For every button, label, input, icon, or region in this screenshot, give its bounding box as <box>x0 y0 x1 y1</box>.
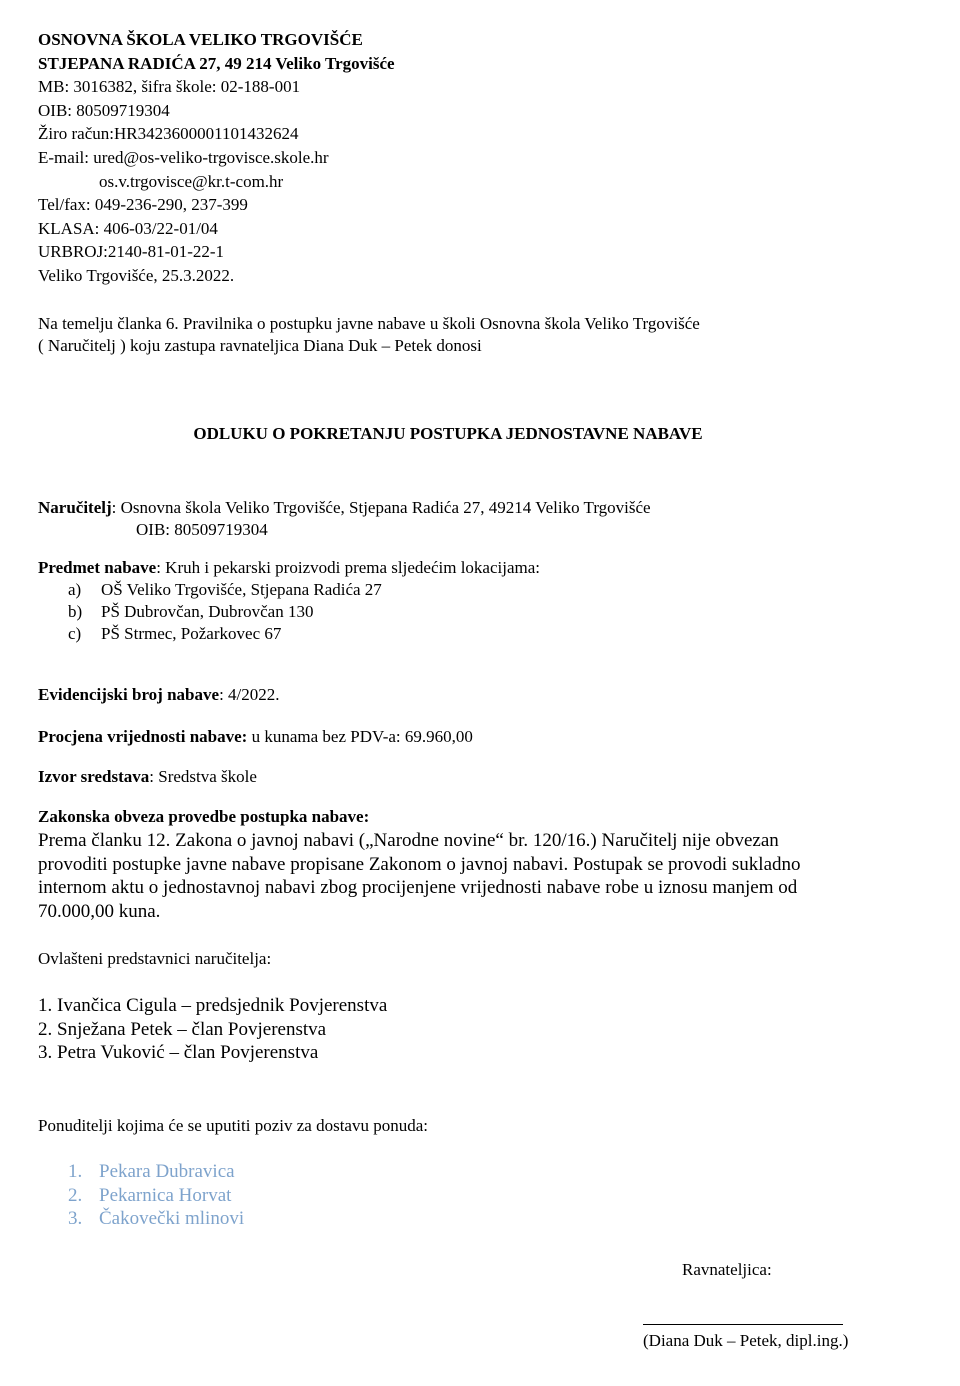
procjena-line <box>38 726 473 748</box>
list-text: Pekarnica Horvat <box>99 1184 232 1206</box>
list-item: 1. Ivančica Cigula – predsjednik Povjerenstva <box>38 995 388 1016</box>
mb-line: MB: 3016382, šifra škole: 02-188-001 <box>38 77 301 97</box>
list-text: OŠ Veliko Trgovišće, Stjepana Radića 27 <box>101 580 382 599</box>
procjena-label: Procjena vrijednosti nabave: <box>38 727 248 746</box>
predmet-label: Predmet nabave <box>38 558 157 577</box>
narucitelj-label: Naručitelj <box>38 498 112 517</box>
izvor-line <box>38 766 257 788</box>
ponuditelji-list <box>68 1160 244 1231</box>
zakonska-paragraph <box>38 829 801 923</box>
intro-line-1: Na temelju članka 6. Pravilnika o postupku javne nabave u školi Osnovna škola Veliko Trgovišće <box>38 314 700 333</box>
list-item <box>68 1184 244 1208</box>
list-marker: c) <box>68 624 82 643</box>
evidencijski-line <box>38 684 280 706</box>
tel-line: Tel/fax: 049-236-290, 237-399 <box>38 195 248 215</box>
predstavnici-label: Ovlašteni predstavnici naručitelja: <box>38 949 272 968</box>
zakonska-line-1: Prema članku 12. Zakona o javnoj nabavi („Narodne novine“ br. 120/16.) Naručitelj nije obvezan <box>38 830 779 851</box>
intro-line-2: ( Naručitelj ) koju zastupa ravnateljica Diana Duk – Petek donosi <box>38 336 482 355</box>
list-marker: a) <box>68 580 82 599</box>
list-marker: 1. <box>68 1161 83 1182</box>
zakonska-label: Zakonska obveza provedbe postupka nabave: <box>38 807 370 826</box>
date-line: Veliko Trgovišće, 25.3.2022. <box>38 265 235 285</box>
izvor-label: Izvor sredstava <box>38 767 150 786</box>
list-marker: 2. <box>68 1184 83 1206</box>
narucitelj-section <box>38 497 651 541</box>
location-list <box>38 579 540 645</box>
zakonska-line-3: internom aktu o jednostavnoj nabavi zbog procijenjene vrijednosti nabave robe u iznosu manjem od <box>38 877 798 898</box>
ponuditelji-label: Ponuditelji kojima će se uputiti poziv za dostavu ponuda: <box>38 1116 428 1135</box>
list-item: 3. Petra Vuković – član Povjerenstva <box>38 1042 319 1063</box>
school-address: STJEPANA RADIĆA 27, 49 214 Veliko Trgovišće <box>38 53 395 73</box>
signature-name: (Diana Duk – Petek, dipl.ing.) <box>643 1331 849 1350</box>
urbroj-line: URBROJ:2140-81-01-22-1 <box>38 242 225 262</box>
list-text: Čakovečki mlinovi <box>99 1208 245 1229</box>
klasa-line: KLASA: 406-03/22-01/04 <box>38 218 218 238</box>
predstavnici-list <box>38 994 387 1065</box>
evidencijski-value: : 4/2022. <box>219 685 280 704</box>
ziro-line: Žiro račun:HR3423600001101432624 <box>38 124 299 144</box>
signature-line <box>643 1324 843 1325</box>
evidencijski-label: Evidencijski broj nabave <box>38 685 220 704</box>
list-item <box>68 601 540 623</box>
zakonska-line-2: provoditi postupke javne nabave propisane Zakonom o javnoj nabavi. Postupak se provodi sukladno <box>38 853 801 875</box>
list-item: 2. Snježana Petek – član Povjerenstva <box>38 1018 327 1040</box>
list-item <box>68 579 540 601</box>
oib-line: OIB: 80509719304 <box>38 100 170 120</box>
email-line-2: os.v.trgovisce@kr.t-com.hr <box>99 171 284 191</box>
list-marker: 3. <box>68 1208 83 1229</box>
predmet-value: : Kruh i pekarski proizvodi prema sljedećim lokacijama: <box>156 558 540 577</box>
list-marker: b) <box>68 602 83 621</box>
predmet-section <box>38 557 540 645</box>
school-name: OSNOVNA ŠKOLA VELIKO TRGOVIŠĆE <box>38 30 363 49</box>
document-title: ODLUKU O POKRETANJU POSTUPKA JEDNOSTAVNE NABAVE <box>193 424 703 443</box>
list-item <box>68 1207 244 1231</box>
list-text: PŠ Strmec, Požarkovec 67 <box>101 624 282 643</box>
signature-role: Ravnateljica: <box>682 1260 772 1279</box>
zakonska-line-4: 70.000,00 kuna. <box>38 900 161 922</box>
list-item <box>68 1160 244 1184</box>
intro-paragraph <box>38 313 700 357</box>
narucitelj-value: : Osnovna škola Veliko Trgovišće, Stjepana Radića 27, 49214 Veliko Trgovišće <box>111 498 651 517</box>
letterhead <box>38 28 395 288</box>
list-item <box>68 623 540 645</box>
narucitelj-oib: OIB: 80509719304 <box>136 520 268 539</box>
list-text: Pekara Dubravica <box>99 1161 235 1182</box>
procjena-value: u kunama bez PDV-a: 69.960,00 <box>247 727 473 746</box>
izvor-value: : Sredstva škole <box>149 767 257 786</box>
email-line: E-mail: ured@os-veliko-trgovisce.skole.hr <box>38 147 329 167</box>
list-text: PŠ Dubrovčan, Dubrovčan 130 <box>101 602 314 621</box>
